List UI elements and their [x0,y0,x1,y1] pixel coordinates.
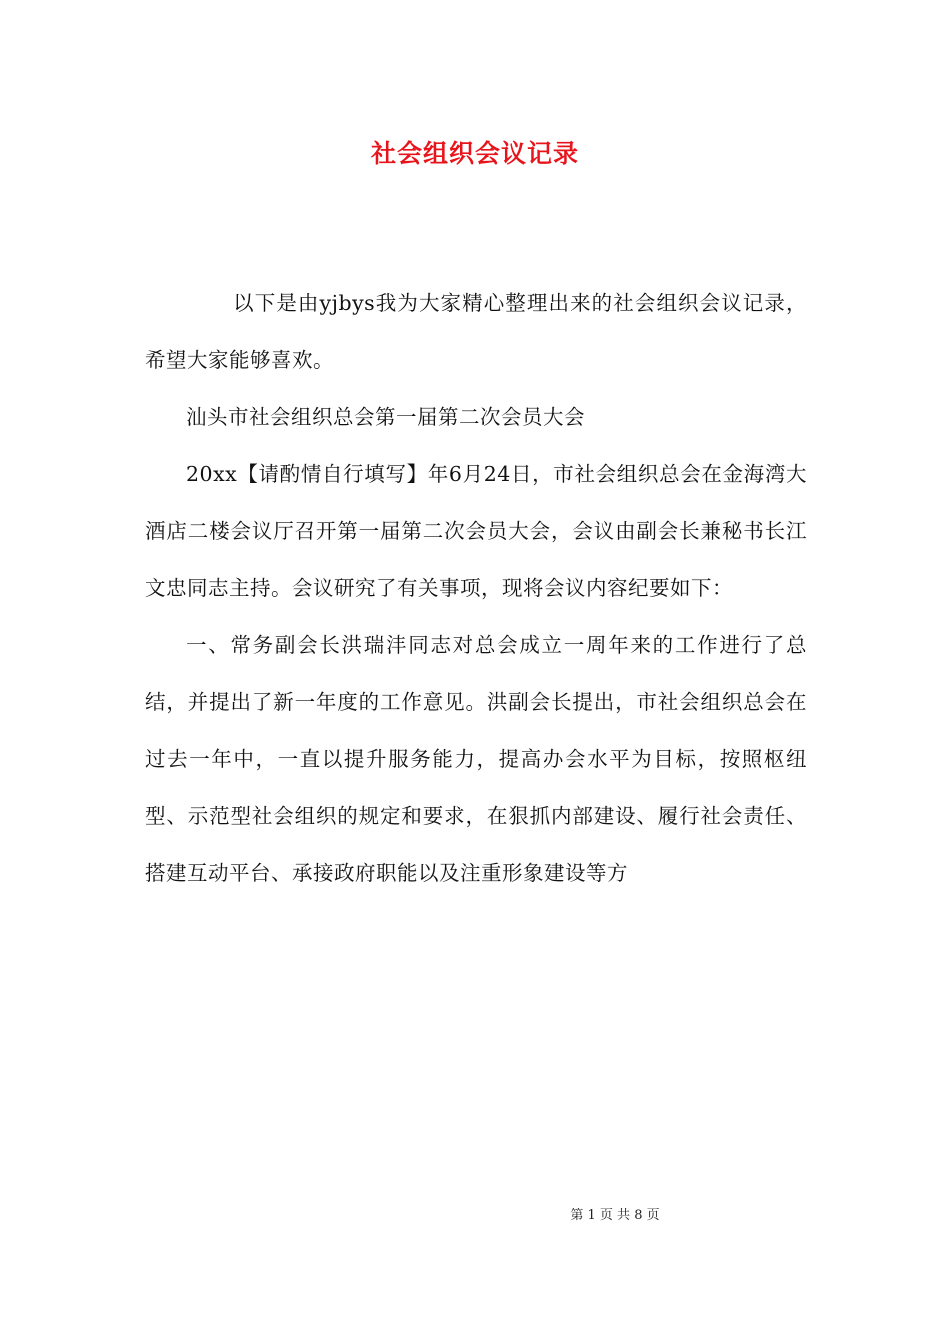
paragraph-heading: 汕头市社会组织总会第一届第二次会员大会 [186,405,585,429]
paragraph-intro: 以下是由yjbys我为大家精心整理出来的社会组织会议记录，希望大家能够喜欢。 [145,291,807,372]
document-title: 社会组织会议记录 [370,139,579,168]
document-body [145,275,807,902]
paragraph-meeting: 20xx【请酌情自行填写】年6月24日，市社会组织总会在金海湾大酒店二楼会议厅召开第一届第二次会员大会，会议由副会长兼秘书长江文忠同志主持。会议研究了有关事项，现将会议内容纪要如下： [145,462,807,600]
page-footer: 第 1 页 共 8 页 [570,1208,660,1223]
paragraph-item-one: 一、常务副会长洪瑞沣同志对总会成立一周年来的工作进行了总结，并提出了新一年度的工作意见。洪副会长提出，市社会组织总会在过去一年中，一直以提升服务能力，提高办会水平为目标，按照枢纽型、示范型社会组织的规定和要求，在狠抓内部建设、履行社会责任、搭建互动平台、承接政府职能以及注重形象建设等方 [145,633,807,885]
